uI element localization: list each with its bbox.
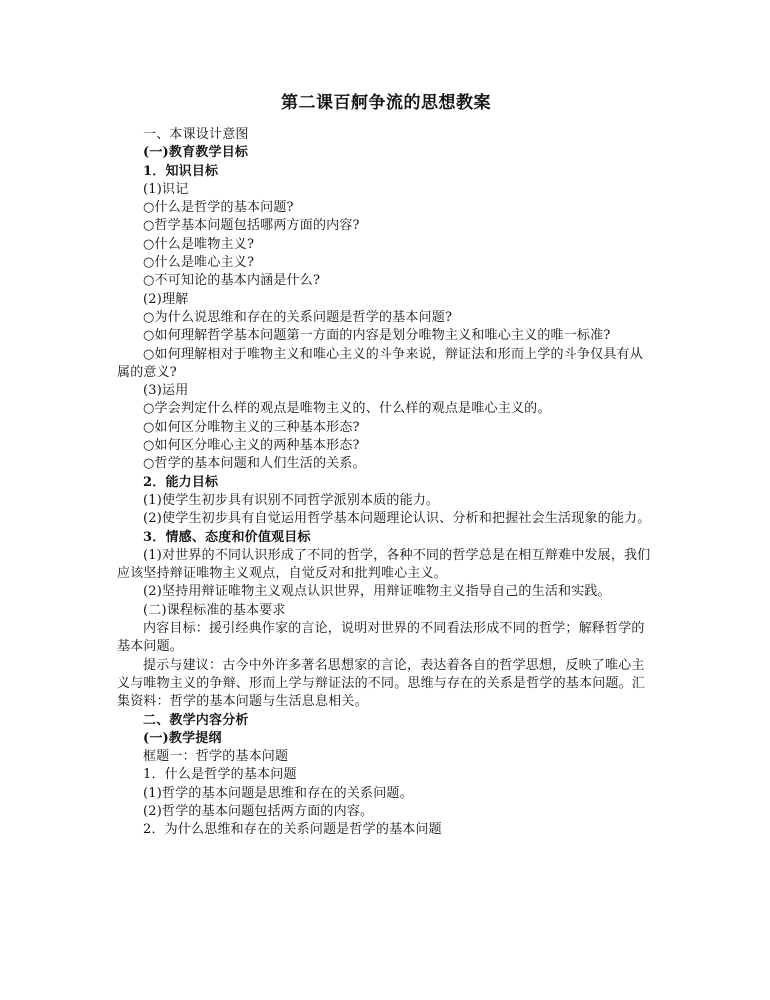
paragraph: 提示与建议：古今中外许多著名思想家的言论，表达着各自的哲学思想，反映了唯心主义与唯物主义的争辩、形而上学与辩证法的不同。思维与存在的关系是哲学的基本问题。汇集资料：哲学的基本问题与生活息息相关。 [117, 657, 646, 710]
paragraph: ○学会判定什么样的观点是唯物主义的、什么样的观点是唯心主义的。 [143, 401, 551, 417]
paragraph: (3)运用 [143, 383, 189, 399]
paragraph: 一、本课设计意图 [143, 127, 249, 142]
document-page [117, 92, 655, 840]
paragraph: 内容目标：援引经典作家的言论，说明对世界的不同看法形成不同的哲学；解释哲学的基本问题。 [117, 621, 645, 655]
paragraph: ○为什么说思维和存在的关系问题是哲学的基本问题? [143, 309, 453, 325]
paragraph: 3．情感、态度和价值观目标 [143, 529, 311, 545]
paragraph: ○如何区分唯心主义的两种基本形态? [143, 438, 360, 454]
paragraph: ○如何区分唯物主义的三种基本形态? [143, 419, 360, 435]
paragraph: ○如何理解相对于唯物主义和唯心主义的斗争来说，辩证法和形而上学的斗争仅具有从属的意义? [117, 346, 643, 380]
document-title: 第二课百舸争流的思想教案 [281, 93, 491, 113]
paragraph: (2)使学生初步具有自觉运用哲学基本问题理论认识、分析和把握社会生活现象的能力。 [143, 511, 651, 527]
paragraph: 1．什么是哲学的基本问题 [143, 767, 297, 783]
paragraph: 2．能力目标 [143, 474, 219, 490]
paragraph: (2)理解 [143, 291, 189, 307]
paragraph: (2)坚持用辩证唯物主义观点认识世界，用辩证唯物主义指导自己的生活和实践。 [143, 584, 611, 600]
paragraph: 框题一：哲学的基本问题 [143, 749, 289, 765]
paragraph: (1)识记 [143, 181, 189, 197]
paragraph: ○什么是哲学的基本问题? [143, 200, 294, 216]
paragraph: (2)哲学的基本问题包括两方面的内容。 [143, 803, 374, 819]
paragraph: (一)教育教学目标 [143, 145, 249, 161]
paragraph: (二)课程标准的基本要求 [143, 602, 286, 618]
paragraph: 2．为什么思维和存在的关系问题是哲学的基本问题 [143, 822, 442, 838]
paragraph: ○不可知论的基本内涵是什么? [143, 273, 321, 289]
paragraph: (1)哲学的基本问题是思维和存在的关系问题。 [143, 785, 413, 801]
paragraph: 二、教学内容分析 [143, 712, 249, 728]
paragraph: ○哲学的基本问题和人们生活的关系。 [143, 456, 366, 472]
paragraph: (一)教学提纲 [143, 730, 222, 746]
paragraph: ○哲学基本问题包括哪两方面的内容? [143, 218, 360, 234]
document-body [117, 126, 655, 840]
paragraph: ○什么是唯心主义? [143, 255, 255, 271]
paragraph: (1)对世界的不同认识形成了不同的哲学，各种不同的哲学总是在相互辩难中发展，我们应该坚持辩证唯物主义观点，自觉反对和批判唯心主义。 [117, 547, 651, 582]
paragraph: ○如何理解哲学基本问题第一方面的内容是划分唯物主义和唯心主义的唯一标准? [143, 328, 611, 344]
paragraph: ○什么是唯物主义? [143, 236, 255, 252]
paragraph: (1)使学生初步具有识别不同哲学派别本质的能力。 [143, 492, 440, 508]
paragraph: 1．知识目标 [143, 163, 219, 179]
